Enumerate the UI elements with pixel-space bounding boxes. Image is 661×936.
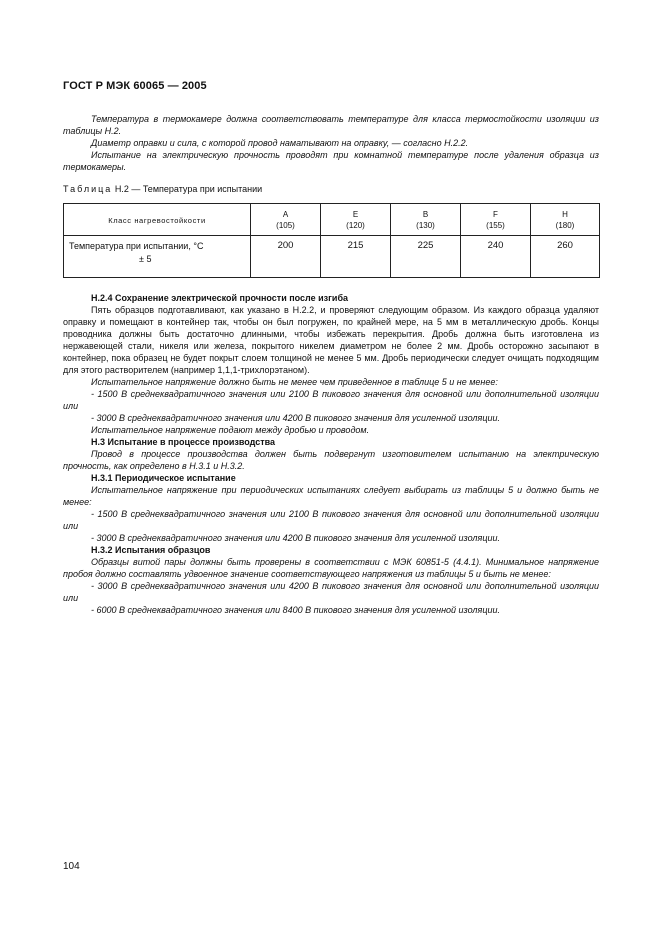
- section-paragraph: Пять образцов подготавливают, как указано в Н.2.2, и проверяют следующим образом. Из каждого образца удаляют оправку и помещают в контейнер так, чтобы он был погружен, по крайней мере, на 5 мм в металлическую дробь. Концы проводника должны быть достаточно длинными, чтобы избежать перекрытия. Дробь должна быть изготовлена из нержавеющей стали, никеля или железа, покрытого никелем диаметром не более 2 мм. Дробь осторожно засыпают в контейнер, пока образец не будет покрыт слоем толщиной не менее 5 мм. Дробь периодически следует очищать подходящим для этого растворителем (например 1,1,1-трихлорэтаном).: [63, 305, 599, 375]
- intro-paragraph: Температура в термокамере должна соответствовать температуре для класса термостойкости изоляции из таблицы Н.2.: [63, 114, 599, 136]
- class-cell: [391, 204, 461, 236]
- page-number: 104: [63, 861, 80, 872]
- class-cell: [531, 204, 600, 236]
- class-temp: (105): [276, 220, 295, 230]
- class-cell: [251, 204, 321, 236]
- table-caption-word: Таблица: [63, 184, 113, 194]
- list-item: - 3000 В среднеквадратичного значения или 4200 В пикового значения для усиленной изоляции.: [91, 533, 500, 543]
- section-paragraph: Образцы витой пары должны быть проверены в соответствии с МЭК 60851-5 (4.4.1). Минимальное напряжение пробоя должно составлять удвоенное значение соответствующего напряжения из таблицы 5 и быть не менее:: [63, 557, 599, 579]
- class-cell: [461, 204, 531, 236]
- value-cell: 240: [461, 236, 531, 278]
- section-heading: Н.2.4 Сохранение электрической прочности после изгиба: [91, 293, 349, 303]
- class-code: A: [282, 209, 289, 219]
- class-temp: (155): [486, 220, 505, 230]
- class-cell: [321, 204, 391, 236]
- value-cell: 225: [391, 236, 461, 278]
- section-heading: Н.3 Испытание в процессе производства: [91, 437, 276, 447]
- temperature-table: [63, 203, 600, 278]
- table-caption: [63, 184, 262, 194]
- section-paragraph: Испытательное напряжение должно быть не менее чем приведенное в таблице 5 и не менее:: [91, 377, 498, 387]
- class-code: F: [493, 209, 498, 219]
- list-item: - 1500 В среднеквадратичного значения или 2100 В пикового значения для основной или дополнительной изоляции или: [63, 389, 599, 411]
- table-header-row: [64, 204, 600, 236]
- table-header-cell: [64, 204, 251, 236]
- section-paragraph: Провод в процессе производства должен быть подвергнут изготовителем испытанию на электрическую прочность, как определено в Н.3.1 и Н.3.2.: [63, 449, 599, 471]
- list-item: - 3000 В среднеквадратичного значения или 4200 В пикового значения для основной или дополнительной изоляции или: [63, 581, 599, 603]
- row-label: Температура при испытании, °С: [69, 241, 204, 251]
- section-paragraph: Испытательное напряжение при периодических испытаниях следует выбирать из таблицы 5 и должно быть не менее:: [63, 485, 599, 507]
- value-cell: 200: [251, 236, 321, 278]
- class-code: H: [562, 209, 568, 219]
- value-cell: 260: [531, 236, 600, 278]
- section-heading: Н.3.1 Периодическое испытание: [91, 473, 236, 483]
- section-paragraph: Испытательное напряжение подают между дробью и проводом.: [91, 425, 370, 435]
- value-cell: 215: [321, 236, 391, 278]
- sections-text: [63, 292, 599, 616]
- class-temp: (180): [555, 220, 575, 230]
- list-item: - 6000 В среднеквадратичного значения или 8400 В пикового значения для усиленной изоляции.: [91, 605, 500, 615]
- class-temp: (120): [346, 220, 365, 230]
- class-code: E: [352, 209, 359, 219]
- header-label: Класс нагревостойкости: [108, 215, 206, 225]
- intro-paragraph: Диаметр оправки и сила, с которой провод наматывают на оправку, — согласно Н.2.2.: [91, 138, 469, 148]
- table-caption-title: Н.2 — Температура при испытании: [114, 184, 263, 194]
- list-item: - 3000 В среднеквадратичного значения или 4200 В пикового значения для усиленной изоляции.: [91, 413, 500, 423]
- document-header: ГОСТ Р МЭК 60065 — 2005: [63, 80, 207, 92]
- intro-paragraph: Испытание на электрическую прочность проводят при комнатной температуре после удаления образца из термокамеры.: [63, 150, 599, 172]
- class-temp: (130): [416, 220, 435, 230]
- row-label-cell: [64, 236, 251, 278]
- row-tolerance: ± 5: [139, 254, 152, 264]
- list-item: - 1500 В среднеквадратичного значения или 2100 В пикового значения для основной или дополнительной изоляции или: [63, 509, 599, 531]
- intro-text: [63, 113, 599, 173]
- class-code: B: [422, 209, 429, 219]
- section-heading: Н.3.2 Испытания образцов: [91, 545, 211, 555]
- table-row: [64, 236, 600, 278]
